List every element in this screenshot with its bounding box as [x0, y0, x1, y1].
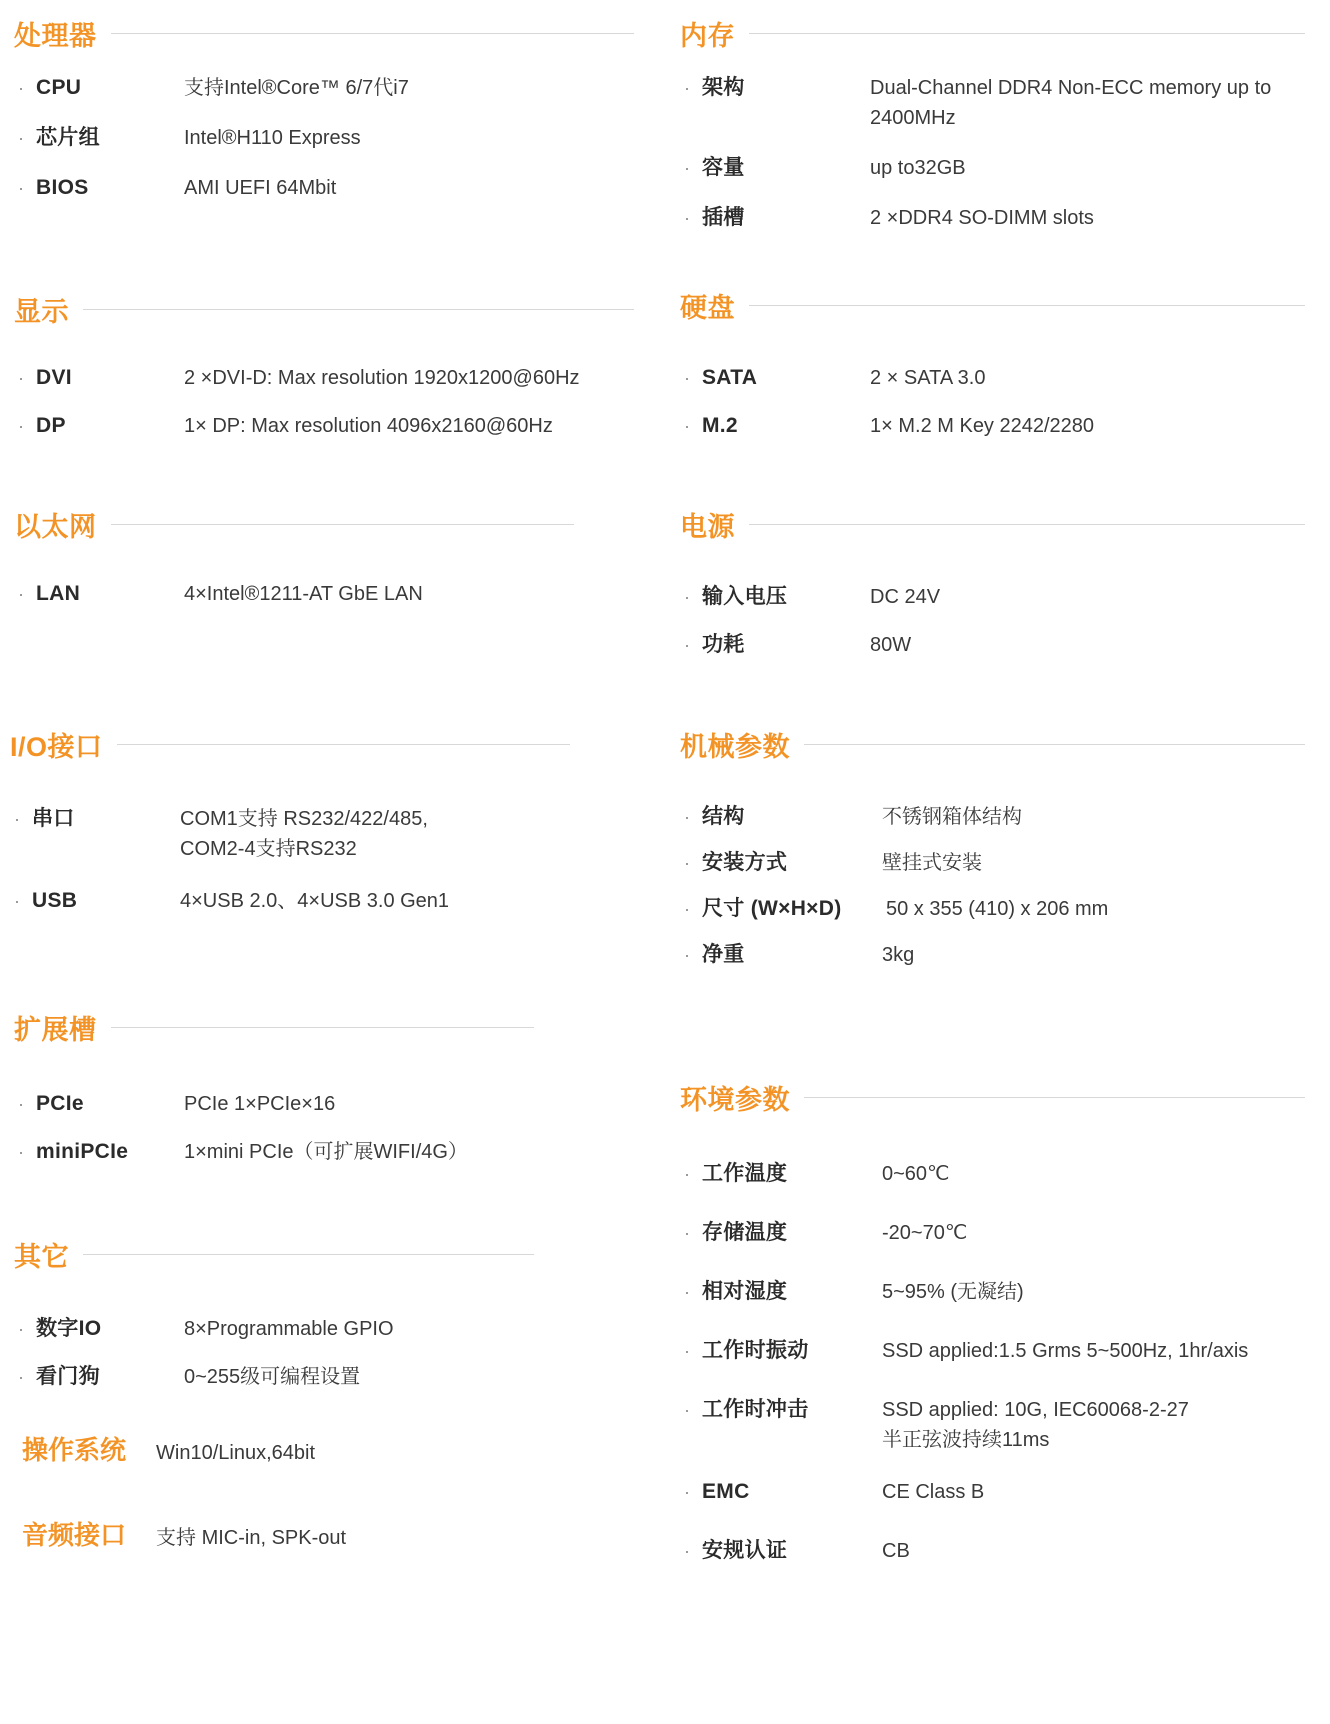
bullet-icon: · [684, 807, 690, 827]
spec-value: 80W [870, 634, 912, 656]
spec-row [14, 363, 634, 393]
header-rule [83, 309, 634, 310]
spec-row [14, 1089, 534, 1119]
section-cpu [14, 14, 634, 203]
section-rows [14, 579, 574, 609]
os-value: Win10/Linux,64bit [156, 1442, 315, 1464]
section-header [14, 505, 574, 544]
spec-label: PCIe [36, 1092, 84, 1115]
section-title: 显示 [14, 297, 69, 327]
bullet-icon: · [18, 1367, 24, 1387]
bullet-icon: · [18, 1319, 24, 1339]
section-memory [680, 14, 1305, 233]
spec-row [680, 1395, 1305, 1455]
spec-row [10, 804, 570, 864]
spec-label: 存储温度 [702, 1221, 788, 1244]
spec-label: USB [32, 889, 78, 912]
spec-value: 1× M.2 M Key 2242/2280 [870, 415, 1095, 437]
spec-value: 0~255级可编程设置 [184, 1366, 361, 1388]
section-title: 机械参数 [680, 732, 790, 762]
spec-label: 功耗 [702, 633, 745, 656]
spec-label: 工作时冲击 [702, 1398, 809, 1421]
section-rows [14, 1089, 534, 1167]
section-ethernet [14, 505, 574, 609]
spec-value: 3kg [882, 944, 915, 966]
spec-row [680, 894, 1305, 924]
spec-row [14, 579, 574, 609]
section-header [10, 725, 570, 764]
bullet-icon: · [18, 584, 24, 604]
header-rule [804, 744, 1305, 745]
section-title: 扩展槽 [14, 1015, 97, 1045]
spec-value: 2 ×DDR4 SO-DIMM slots [870, 207, 1094, 229]
section-other [14, 1235, 534, 1392]
spec-value: Intel®H110 Express [184, 127, 361, 149]
spec-row [680, 363, 1305, 393]
spec-value-line: COM2-4支持RS232 [180, 838, 357, 860]
spec-value-multiline [882, 1395, 1305, 1455]
spec-label: BIOS [36, 176, 89, 199]
spec-label: 工作温度 [702, 1162, 788, 1185]
bullet-icon: · [18, 416, 24, 436]
spec-label: LAN [36, 582, 81, 605]
section-expansion [14, 1008, 534, 1167]
section-rows [14, 1314, 534, 1392]
header-rule [749, 33, 1305, 34]
spec-value: 4×USB 2.0、4×USB 3.0 Gen1 [180, 890, 450, 912]
section-rows [680, 73, 1305, 233]
spec-label: 架构 [702, 76, 745, 99]
spec-value: -20~70℃ [882, 1222, 968, 1244]
header-rule [749, 524, 1305, 525]
bullet-icon: · [684, 1541, 690, 1561]
header-rule [117, 744, 570, 745]
spec-value: 1×mini PCIe（可扩展WIFI/4G） [184, 1141, 468, 1163]
section-rows [14, 73, 634, 203]
spec-value: 壁挂式安装 [882, 852, 982, 874]
audio-value: 支持 MIC-in, SPK-out [156, 1527, 347, 1549]
spec-row [680, 153, 1305, 183]
spec-value: 2 × SATA 3.0 [870, 367, 986, 389]
section-mechanical [680, 725, 1305, 970]
section-title: 电源 [680, 512, 735, 542]
spec-row [14, 1137, 534, 1167]
spec-row [14, 123, 634, 153]
spec-label: DVI [36, 366, 72, 389]
bullet-icon: · [684, 416, 690, 436]
bullet-icon: · [684, 853, 690, 873]
bullet-icon: · [684, 1164, 690, 1184]
bullet-icon: · [14, 891, 20, 911]
spec-label: CPU [36, 76, 82, 99]
section-title: 以太网 [14, 512, 97, 542]
spec-label: 工作时振动 [702, 1339, 809, 1362]
spec-label: SATA [702, 366, 758, 389]
header-rule [83, 1254, 534, 1255]
spec-label: 插槽 [702, 206, 745, 229]
spec-value: SSD applied:1.5 Grms 5~500Hz, 1hr/axis [882, 1340, 1249, 1362]
spec-row [680, 1159, 1305, 1189]
spec-row [680, 1336, 1305, 1366]
bullet-icon: · [684, 1282, 690, 1302]
bullet-icon: · [684, 1341, 690, 1361]
os-row [22, 1430, 542, 1467]
spec-value-line: COM1支持 RS232/422/485, [180, 808, 428, 830]
spec-row [680, 848, 1305, 878]
spec-value-line: 半正弦波持续11ms [882, 1429, 1050, 1451]
section-audio [22, 1515, 542, 1552]
section-power [680, 505, 1305, 660]
bullet-icon: · [18, 1142, 24, 1162]
section-header [14, 290, 634, 329]
section-os [22, 1430, 542, 1467]
spec-label: 安装方式 [702, 851, 788, 874]
audio-title: 音频接口 [22, 1520, 127, 1550]
spec-value: 支持Intel®Core™ 6/7代i7 [184, 77, 409, 99]
spec-row [680, 802, 1305, 832]
bullet-icon: · [684, 635, 690, 655]
section-rows [14, 363, 634, 441]
spec-row [680, 630, 1305, 660]
bullet-icon: · [684, 945, 690, 965]
spec-row [680, 940, 1305, 970]
section-title: 处理器 [14, 21, 97, 51]
spec-row [14, 411, 634, 441]
section-header [14, 1235, 534, 1274]
spec-row [680, 1477, 1305, 1507]
spec-value: 8×Programmable GPIO [184, 1318, 394, 1340]
spec-label: 尺寸 (W×H×D) [702, 897, 842, 920]
spec-value: DC 24V [870, 586, 941, 608]
section-rows [10, 804, 570, 916]
spec-row [10, 886, 570, 916]
spec-label: EMC [702, 1480, 750, 1503]
bullet-icon: · [684, 208, 690, 228]
spec-row [680, 411, 1305, 441]
spec-row [14, 1362, 534, 1392]
spec-value: 5~95% (无凝结) [882, 1281, 1024, 1303]
spec-value: 4×Intel®1211-AT GbE LAN [184, 583, 423, 605]
spec-value: 0~60℃ [882, 1163, 950, 1185]
section-header [680, 286, 1305, 325]
header-rule [111, 524, 575, 525]
spec-value: 2 ×DVI-D: Max resolution 1920x1200@60Hz [184, 367, 580, 389]
header-rule [111, 33, 635, 34]
spec-label: DP [36, 414, 66, 437]
header-rule [749, 305, 1305, 306]
section-header [680, 1078, 1305, 1117]
bullet-icon: · [684, 1482, 690, 1502]
section-rows [680, 582, 1305, 660]
spec-row [680, 1218, 1305, 1248]
section-environment [680, 1078, 1305, 1566]
spec-value: 不锈钢箱体结构 [882, 806, 1022, 828]
audio-row [22, 1515, 542, 1552]
section-header [14, 1008, 534, 1047]
section-storage [680, 286, 1305, 441]
spec-row [680, 73, 1305, 133]
spec-label: 相对湿度 [702, 1280, 788, 1303]
bullet-icon: · [18, 368, 24, 388]
spec-value: AMI UEFI 64Mbit [184, 177, 337, 199]
bullet-icon: · [18, 1094, 24, 1114]
bullet-icon: · [684, 1400, 690, 1420]
bullet-icon: · [684, 78, 690, 98]
spec-row [680, 1536, 1305, 1566]
bullet-icon: · [684, 899, 690, 919]
section-display [14, 290, 634, 441]
bullet-icon: · [18, 78, 24, 98]
bullet-icon: · [18, 178, 24, 198]
section-rows [680, 1159, 1305, 1566]
bullet-icon: · [684, 158, 690, 178]
spec-row [14, 73, 634, 103]
spec-row [680, 1277, 1305, 1307]
header-rule [111, 1027, 535, 1028]
section-title: 内存 [680, 21, 735, 51]
bullet-icon: · [18, 128, 24, 148]
spec-label: miniPCIe [36, 1140, 129, 1163]
spec-value-line: SSD applied: 10G, IEC60068-2-27 [882, 1399, 1189, 1421]
spec-label: 看门狗 [36, 1365, 100, 1388]
section-header [680, 505, 1305, 544]
spec-label: 容量 [702, 156, 745, 179]
spec-row [680, 203, 1305, 233]
spec-value: 50 x 355 (410) x 206 mm [886, 898, 1109, 920]
section-header [680, 14, 1305, 53]
spec-label: 安规认证 [702, 1539, 788, 1562]
section-title: 其它 [14, 1242, 69, 1272]
spec-value: PCIe 1×PCIe×16 [184, 1093, 336, 1115]
spec-value: CB [882, 1540, 910, 1562]
section-header [680, 725, 1305, 764]
section-rows [680, 363, 1305, 441]
spec-value: 1× DP: Max resolution 4096x2160@60Hz [184, 415, 553, 437]
spec-value-multiline [180, 804, 570, 864]
spec-label: M.2 [702, 414, 738, 437]
os-title: 操作系统 [22, 1435, 127, 1465]
spec-value: up to32GB [870, 157, 966, 179]
section-title: I/O接口 [10, 732, 103, 762]
spec-label: 芯片组 [36, 126, 100, 149]
spec-row [680, 582, 1305, 612]
spec-label: 输入电压 [702, 585, 788, 608]
spec-label: 净重 [702, 943, 745, 966]
spec-label: 串口 [32, 807, 75, 830]
bullet-icon: · [14, 809, 20, 829]
section-title: 环境参数 [680, 1085, 790, 1115]
bullet-icon: · [684, 587, 690, 607]
header-rule [804, 1097, 1305, 1098]
spec-value: Dual-Channel DDR4 Non-ECC memory up to 2400MHz [870, 77, 1272, 129]
spec-label: 结构 [702, 805, 745, 828]
section-io [10, 725, 570, 916]
section-header [14, 14, 634, 53]
spec-row [14, 1314, 534, 1344]
spec-row [14, 173, 634, 203]
section-rows [680, 802, 1305, 970]
bullet-icon: · [684, 1223, 690, 1243]
spec-label: 数字IO [36, 1317, 102, 1340]
section-title: 硬盘 [680, 293, 735, 323]
spec-value: CE Class B [882, 1481, 985, 1503]
bullet-icon: · [684, 368, 690, 388]
